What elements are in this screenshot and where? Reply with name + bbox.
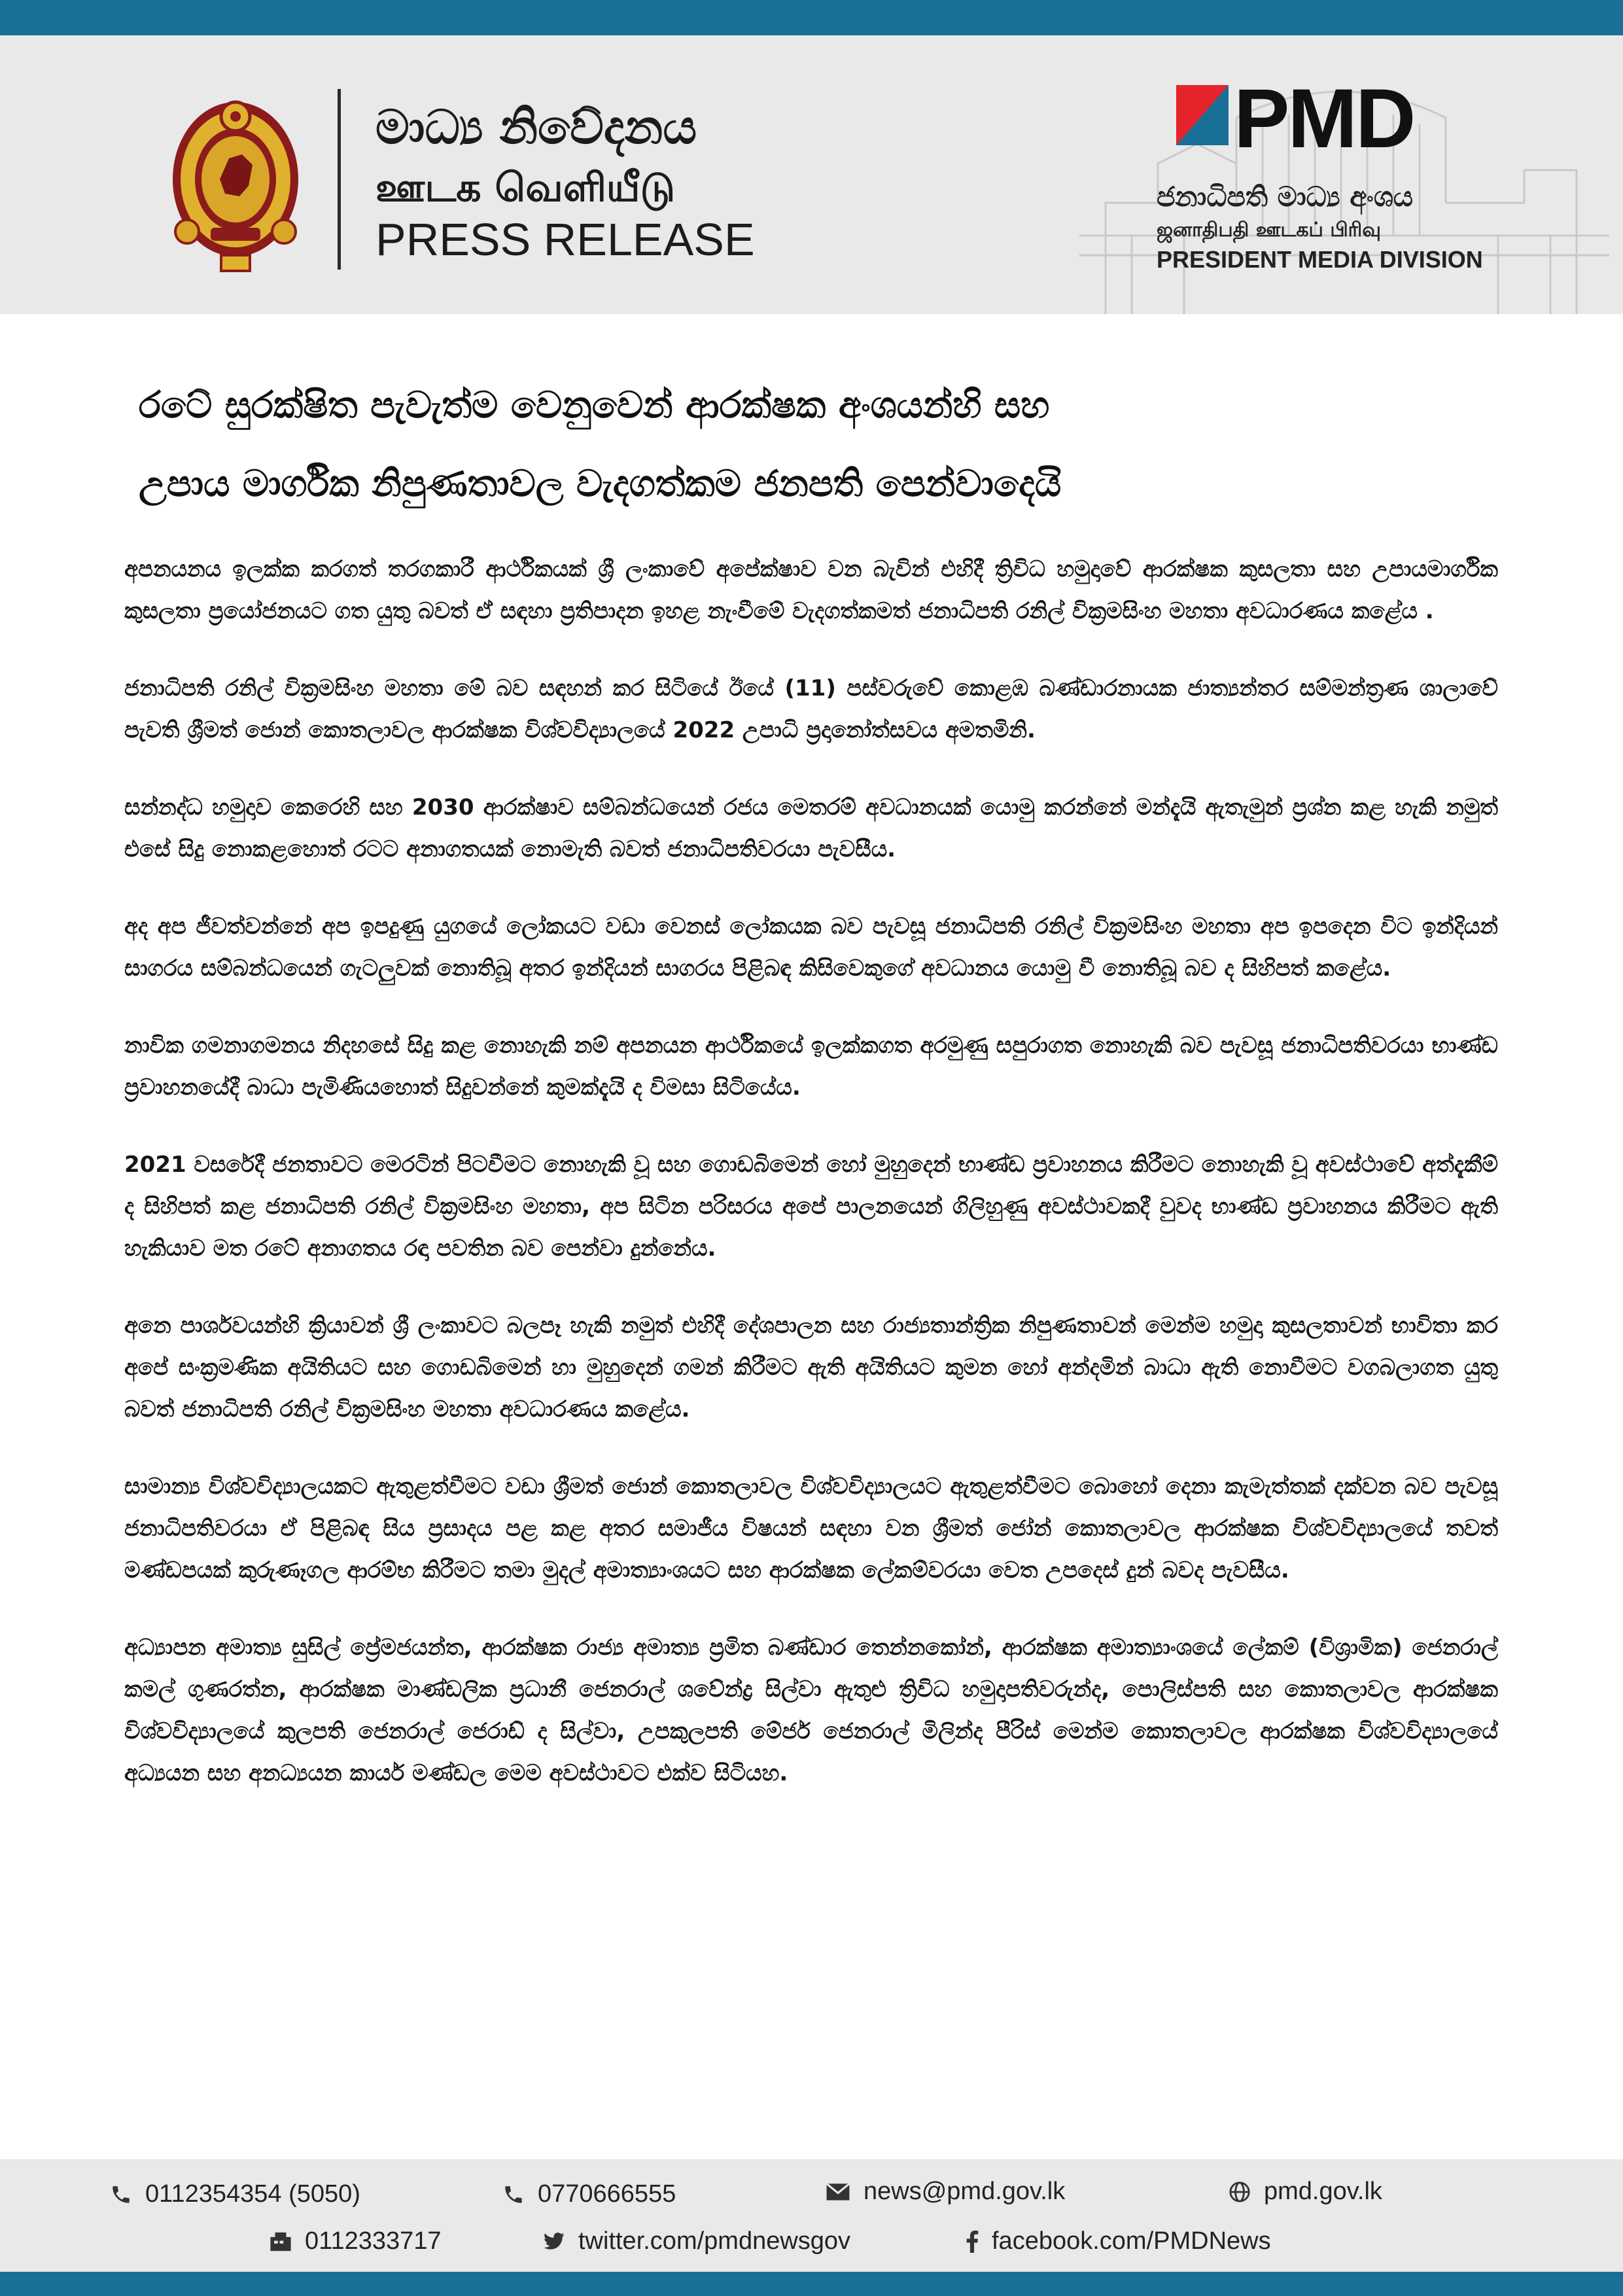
bottom-accent-bar	[0, 2272, 1623, 2296]
press-release-header	[0, 35, 1623, 314]
article-paragraph: අද අප ජීවත්වන්නේ අප ඉපදුණු යුගයේ ලෝකයට වඩා වෙනස් ලෝකයක බව පැවසූ ජනාධිපති රනිල් වික්‍රමසිංහ මහතා අප ඉපදෙන විට ඉන්දියන් සාගරය සම්බන්ධයෙන් ගැටලුවක් නොතිබූ අතර ඉන්දියන් සාගරය පිළිබඳ කිසිවෙකුගේ අවධානය යොමු වී නොතිබූ බව ද සිහිපත් කළේය.	[124, 913, 1498, 981]
top-accent-bar	[0, 0, 1623, 35]
article-paragraph: සන්නද්ධ හමුදාව කෙරෙහි සහ 2030 ආරක්ෂාව සම්බන්ධයෙන් රජය මෙතරම් අවධානයක් යොමු කරන්නේ මන්දැයි ඇතැමුන් ප්‍රශ්න කළ හැකි නමුත් එසේ සිදු නොකළහොත් රටට අනාගතයක් නොමැති බවත් ජනාධිපතිවරයා පැවසීය.	[124, 794, 1498, 862]
facebook-icon	[966, 2231, 979, 2253]
article-paragraph: 2021 වසරේදී ජනතාවට මෙරටින් පිටවීමට නොහැකි වූ සහ ගොඩබිමෙන් හෝ මුහුදෙන් භාණ්ඩ ප්‍රවාහනය කිරීමට නොහැකි වූ අවස්ථාවේ අත්දැකීම් ද සිහිපත් කළ ජනාධිපති රනිල් වික්‍රමසිංහ මහතා, අප සිටින පරිසරය අපේ පාලනයෙන් ගිලිහුණු අවස්ථාවකදී වුවද භාණ්ඩ ප්‍රවාහනය කිරීමට ඇති හැකියාව මත රටේ අනාගතය රඳා පවතින බව පෙන්වා දුන්නේය.	[124, 1152, 1498, 1262]
contact-mobile	[502, 2180, 676, 2208]
email-address[interactable]: news@pmd.gov.lk	[864, 2178, 1066, 2205]
contact-twitter	[543, 2227, 850, 2255]
sri-lanka-emblem-logo	[162, 81, 309, 276]
press-release-tamil: ஊடக வெளியீடு	[375, 165, 675, 211]
twitter-icon	[543, 2232, 565, 2252]
contact-fax	[270, 2227, 442, 2255]
website-url[interactable]: pmd.gov.lk	[1264, 2178, 1382, 2205]
phone-icon	[502, 2183, 525, 2206]
contact-email	[826, 2178, 1065, 2206]
twitter-handle[interactable]: twitter.com/pmdnewsgov	[578, 2227, 851, 2255]
phone-icon	[110, 2183, 132, 2206]
article-body	[124, 548, 1498, 1829]
contact-phone	[110, 2180, 360, 2208]
press-release-sinhala: මාධ්‍ය නිවේදනය	[375, 99, 697, 154]
article-paragraph: සාමාන්‍ය විශ්වවිද්‍යාලයකට ඇතුළත්වීමට වඩා ශ්‍රීමත් ජොන් කොතලාවල විශ්වවිද්‍යාලයට ඇතුළත්වීමට බොහෝ දෙනා කැමැත්තක් දක්වන බව පැවසූ ජනාධිපතිවරයා ඒ පිළිබඳ සිය ප්‍රසාදය පළ කළ අතර සමාජීය විෂයන් සඳහා වන ශ්‍රීමත් ජෝන් කොතලාවල ආරක්ෂක විශ්වවිද්‍යාලයේ තවත් මණ්ඩපයක් කුරුණෑගල ආරම්භ කිරීමට තමා මුදල් අමාත්‍යාංශයට සහ ආරක්ෂක ලේකම්වරයා වෙත උපදෙස් දුන් බවද පැවසීය.	[124, 1474, 1498, 1583]
mobile-number[interactable]: 0770666555	[538, 2180, 676, 2208]
article-paragraph: නාවික ගමනාගමනය නිදහසේ සිදු කළ නොහැකි නම් අපනයන ආර්ථිකයේ ඉලක්කගත අරමුණු සපුරාගත නොහැකි බව පැවසූ ජනාධිපතිවරයා භාණ්ඩ ප්‍රවාහනයේදී බාධා පැමිණියහොත් සිදුවන්නේ කුමක්දැයි ද විමසා සිටියේය.	[124, 1033, 1498, 1101]
pmd-logo-text: PMD	[1234, 72, 1414, 166]
fax-number[interactable]: 0112333717	[305, 2227, 442, 2255]
contact-footer	[0, 2159, 1623, 2272]
division-name-english: PRESIDENT MEDIA DIVISION	[1157, 246, 1483, 273]
article-paragraph: අනෙ පාර්ශවයන්හි ක්‍රියාවන් ශ්‍රී ලංකාවට බලපෑ හැකි නමුත් එහිදී දේශපාලන සහ රාජ්‍යතාන්ත්‍රික නිපුණතාවන් මෙන්ම හමුදා කුසලතාවන් භාවිතා කර අපේ සංක්‍රමණික අයිතියට සහ ගොඩබිමෙන් හා මුහුදෙන් ගමන් කිරීමට ඇති අයිතියට කුමන හෝ අන්දමින් බාධා ඇති නොවීමට වගබලාගත යුතු බවත් ජනාධිපති රනිල් වික්‍රමසිංහ මහතා අවධාරණය කළේය.	[124, 1313, 1498, 1422]
phone-number[interactable]: 0112354354 (5050)	[145, 2180, 360, 2208]
contact-website	[1229, 2178, 1382, 2206]
article-title	[139, 366, 1486, 523]
article-title-line-1: රටේ සුරක්ෂිත පැවැත්ම වෙනුවෙන් ආරක්ෂක අංශයන්හි සහ	[139, 384, 1050, 427]
fax-icon	[270, 2231, 292, 2252]
globe-icon	[1229, 2181, 1251, 2203]
contact-facebook	[966, 2227, 1271, 2255]
header-divider	[338, 89, 341, 270]
mail-icon	[826, 2182, 850, 2202]
article-paragraph: ජනාධිපති රනිල් වික්‍රමසිංහ මහතා මේ බව සඳහන් කර සිටියේ ඊයේ (11) පස්වරුවේ කොළඹ බණ්ඩාරනායක ජාත්‍යන්තර සම්මන්ත්‍රණ ශාලාවේ පැවති ශ්‍රීමත් ජොන් කොතලාවල ආරක්ෂක විශ්වවිද්‍යාලයේ 2022 උපාධි ප්‍රදානෝත්සවය අමතමිනි.	[124, 675, 1498, 743]
article-paragraph: අධ්‍යාපන අමාත්‍ය සුසිල් ප්‍රේමජයන්ත, ආරක්ෂක රාජ්‍ය අමාත්‍ය ප්‍රමිත බණ්ඩාර තෙන්නකෝන්, ආරක්ෂක අමාත්‍යාංශයේ ලේකම් (විශ්‍රාමික) ජෙනරාල් කමල් ගුණරත්න, ආරක්ෂක මාණ්ඩලික ප්‍රධානී ජෙනරාල් ශවේන්ද්‍ර සිල්වා ඇතුළු ත්‍රිවිධ හමුදාපතිවරුන්ද, පොලිස්පති සහ කොතලාවල ආරක්ෂක විශ්වවිද්‍යාලයේ කුලපති ජෙනරාල් ජෙරාඩ් ද සිල්වා, උපකුලපති මේජර් ජෙනරාල් මිලින්ද පීරිස් මෙන්ම කොතලාවල ආරක්ෂක විශ්වවිද්‍යාලයේ අධ්‍යයන සහ අනධ්‍යයන කාර්ය මණ්ඩල මෙම අවස්ථාවට එක්ව සිටියහ.	[124, 1634, 1498, 1786]
division-name-sinhala: ජනාධිපති මාධ්‍ය අංශය	[1157, 181, 1414, 213]
facebook-page[interactable]: facebook.com/PMDNews	[992, 2227, 1271, 2255]
press-release-english: PRESS RELEASE	[375, 214, 755, 265]
pmd-logo-mark	[1176, 85, 1229, 145]
article-title-line-2: උපාය මාර්ගික නිපුණතාවල වැදගත්කම ජනපති පෙන්වාදෙයි	[139, 463, 1062, 505]
division-name-tamil: ஜனாதிபதி ஊடகப் பிரிவு	[1157, 219, 1381, 241]
article-paragraph: අපනයනය ඉලක්ක කරගත් තරගකාරී ආර්ථිකයක් ශ්‍රී ලංකාවේ අපේක්ෂාව වන බැවින් එහිදී ත්‍රිවිධ හමුදාවේ ආරක්ෂක කුසලතා සහ උපායමාර්ගික කුසලතා ප්‍රයෝජනයට ගත යුතු බවත් ඒ සඳහා ප්‍රතිපාදන ඉහළ නැංවීමේ වැදගත්කමත් ජනාධිපති රනිල් වික්‍රමසිංහ මහතා අවධාරණය කළේය .	[124, 556, 1498, 624]
